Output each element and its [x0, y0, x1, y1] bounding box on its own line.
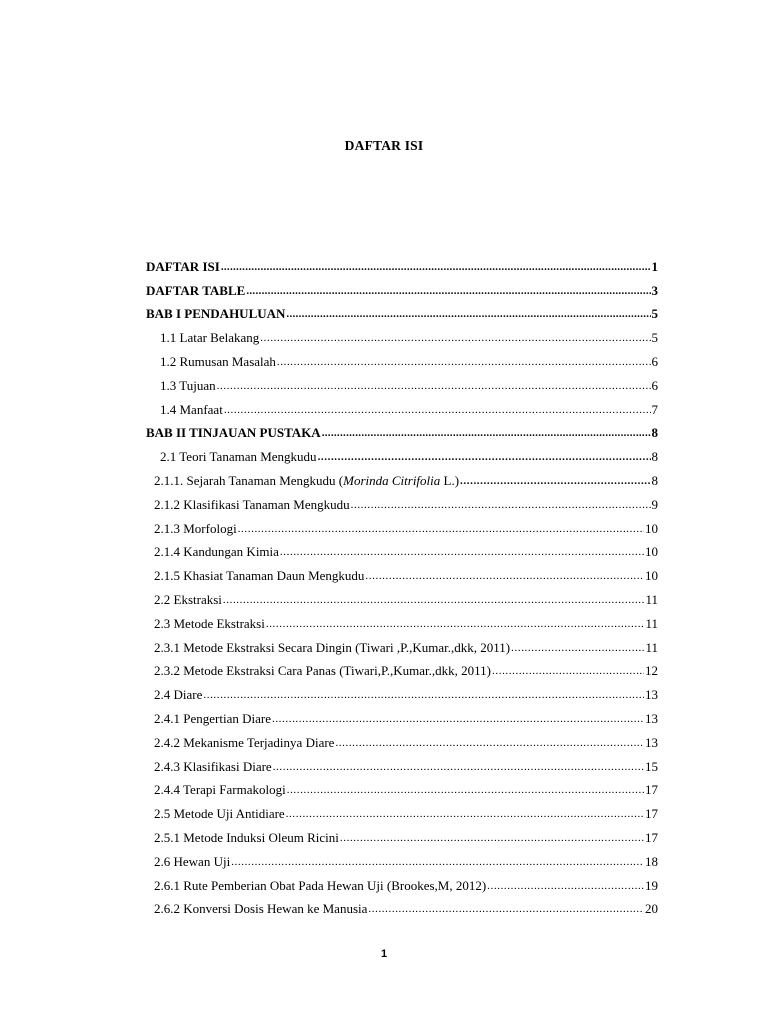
toc-entry-label: 2.6.1 Rute Pemberian Obat Pada Hewan Uji (Brookes,M, 2012)	[154, 877, 487, 893]
toc-entry[interactable]	[146, 441, 658, 465]
toc-leader	[318, 449, 651, 465]
toc-entry-label-start: 2.1.1. Sejarah Tanaman Mengkudu (	[154, 472, 344, 488]
toc-leader	[280, 544, 644, 560]
toc-entry-page: 17	[645, 829, 658, 845]
toc-leader	[273, 759, 644, 775]
toc-entry-page: 1	[651, 258, 658, 274]
toc-entry-label: 1.2 Rumusan Masalah	[160, 353, 276, 369]
toc-entry[interactable]	[146, 608, 658, 632]
toc-leader	[223, 592, 645, 608]
toc-entry[interactable]	[146, 679, 658, 703]
toc-entry-page: 3	[651, 282, 658, 298]
toc-entry-page: 10	[645, 568, 658, 584]
toc-entry[interactable]	[146, 299, 658, 323]
toc-entry[interactable]	[146, 370, 658, 394]
toc-entry[interactable]	[146, 465, 658, 489]
toc-entry-label: 2.3.2 Metode Ekstraksi Cara Panas (Tiwari,P.,Kumar.,dkk, 2011)	[154, 663, 492, 679]
toc-leader	[277, 354, 651, 370]
toc-entry-page: 11	[645, 615, 658, 631]
toc-leader	[286, 306, 650, 322]
toc-leader	[335, 735, 644, 751]
toc-entry[interactable]	[146, 656, 658, 680]
toc-leader	[511, 640, 644, 656]
toc-entry[interactable]	[146, 418, 658, 442]
toc-entry[interactable]	[146, 727, 658, 751]
toc-entry-label: 2.6 Hewan Uji	[154, 853, 231, 869]
toc-entry[interactable]	[146, 251, 658, 275]
table-of-contents	[146, 251, 658, 917]
toc-entry-page: 17	[645, 782, 658, 798]
toc-leader	[203, 687, 644, 703]
toc-entry[interactable]	[146, 632, 658, 656]
toc-entry[interactable]	[146, 870, 658, 894]
toc-entry-label: 1.3 Tujuan	[160, 377, 216, 393]
toc-leader	[217, 378, 651, 394]
toc-entry-label: 1.4 Manfaat	[160, 401, 223, 417]
toc-entry-label-italic: Morinda Citrifolia	[343, 472, 441, 488]
toc-entry-page: 8	[651, 472, 658, 488]
toc-entry[interactable]	[146, 489, 658, 513]
toc-leader	[238, 521, 644, 537]
toc-entry-label: 2.1 Teori Tanaman Mengkudu	[160, 449, 317, 465]
toc-entry-label: 2.3 Metode Ekstraksi	[154, 615, 265, 631]
toc-entry[interactable]	[146, 798, 658, 822]
toc-leader	[351, 497, 651, 513]
toc-entry-label: 2.6.2 Konversi Dosis Hewan ke Manusia	[154, 901, 368, 917]
toc-entry-page: 6	[651, 353, 658, 369]
toc-entry-page: 13	[645, 710, 658, 726]
page-number: 1	[380, 948, 388, 960]
toc-entry[interactable]	[146, 322, 658, 346]
toc-leader	[368, 901, 644, 917]
toc-leader	[221, 259, 651, 275]
toc-entry-label: 2.4.3 Klasifikasi Diare	[154, 758, 272, 774]
toc-entry-page: 13	[645, 687, 658, 703]
toc-entry-page: 11	[645, 639, 658, 655]
toc-leader	[287, 782, 644, 798]
toc-leader	[492, 663, 644, 679]
toc-leader	[460, 473, 650, 489]
toc-entry-page: 12	[645, 663, 658, 679]
toc-entry[interactable]	[146, 775, 658, 799]
toc-entry-page: 10	[645, 520, 658, 536]
toc-leader	[231, 854, 644, 870]
toc-entry-page: 11	[645, 591, 658, 607]
toc-entry-label: 2.5 Metode Uji Antidiare	[154, 806, 285, 822]
toc-entry-page: 5	[651, 330, 658, 346]
toc-entry[interactable]	[146, 394, 658, 418]
toc-entry-label: BAB I PENDAHULUAN	[146, 306, 286, 322]
toc-leader	[487, 878, 644, 894]
toc-entry[interactable]	[146, 703, 658, 727]
toc-leader	[224, 402, 651, 418]
toc-entry[interactable]	[146, 346, 658, 370]
toc-entry-page: 20	[645, 901, 658, 917]
toc-entry-label: 2.3.1 Metode Ekstraksi Secara Dingin (Tiwari ,P.,Kumar.,dkk, 2011)	[154, 639, 511, 655]
toc-entry-label: 2.5.1 Metode Induksi Oleum Ricini	[154, 829, 339, 845]
toc-leader	[266, 616, 645, 632]
toc-entry[interactable]	[146, 275, 658, 299]
toc-entry[interactable]	[146, 894, 658, 918]
toc-entry-page: 15	[645, 758, 658, 774]
toc-entry[interactable]	[146, 822, 658, 846]
toc-leader	[322, 425, 651, 441]
toc-leader	[340, 830, 644, 846]
toc-entry-page: 19	[645, 877, 658, 893]
toc-entry-label: 2.4.1 Pengertian Diare	[154, 710, 271, 726]
toc-entry-label: 2.1.3 Morfologi	[154, 520, 237, 536]
toc-entry-label	[154, 473, 459, 489]
toc-entry-label: 2.1.4 Kandungan Kimia	[154, 544, 279, 560]
toc-leader	[272, 711, 644, 727]
toc-entry-label: 2.4.2 Mekanisme Terjadinya Diare	[154, 734, 335, 750]
toc-entry-label: DAFTAR ISI	[146, 258, 220, 274]
toc-entry-page: 8	[651, 449, 658, 465]
toc-entry-label: 1.1 Latar Belakang	[160, 330, 260, 346]
toc-leader	[260, 330, 650, 346]
toc-entry-label: 2.2 Ekstraksi	[154, 591, 222, 607]
page-title: DAFTAR ISI	[344, 138, 424, 153]
toc-leader	[286, 806, 644, 822]
toc-leader	[246, 283, 650, 299]
toc-entry-page: 8	[651, 425, 658, 441]
toc-entry-page: 18	[645, 853, 658, 869]
toc-entry[interactable]	[146, 537, 658, 561]
toc-entry-page: 7	[651, 401, 658, 417]
toc-entry-page: 5	[651, 306, 658, 322]
toc-entry[interactable]	[146, 846, 658, 870]
toc-entry-label: BAB II TINJAUAN PUSTAKA	[146, 425, 321, 441]
toc-entry[interactable]	[146, 584, 658, 608]
toc-entry-label-end: L.)	[440, 472, 460, 488]
toc-leader	[365, 568, 644, 584]
toc-entry-label: 2.4 Diare	[154, 687, 203, 703]
toc-entry-page: 9	[651, 496, 658, 512]
toc-entry-label: 2.4.4 Terapi Farmakologi	[154, 782, 286, 798]
toc-entry-page: 17	[645, 806, 658, 822]
toc-entry[interactable]	[146, 560, 658, 584]
toc-entry-page: 6	[651, 377, 658, 393]
toc-entry[interactable]	[146, 751, 658, 775]
toc-entry-label: DAFTAR TABLE	[146, 282, 246, 298]
toc-entry-label: 2.1.5 Khasiat Tanaman Daun Mengkudu	[154, 568, 365, 584]
toc-entry-page: 13	[645, 734, 658, 750]
toc-entry-label: 2.1.2 Klasifikasi Tanaman Mengkudu	[154, 496, 350, 512]
toc-entry[interactable]	[146, 513, 658, 537]
toc-entry-page: 10	[645, 544, 658, 560]
